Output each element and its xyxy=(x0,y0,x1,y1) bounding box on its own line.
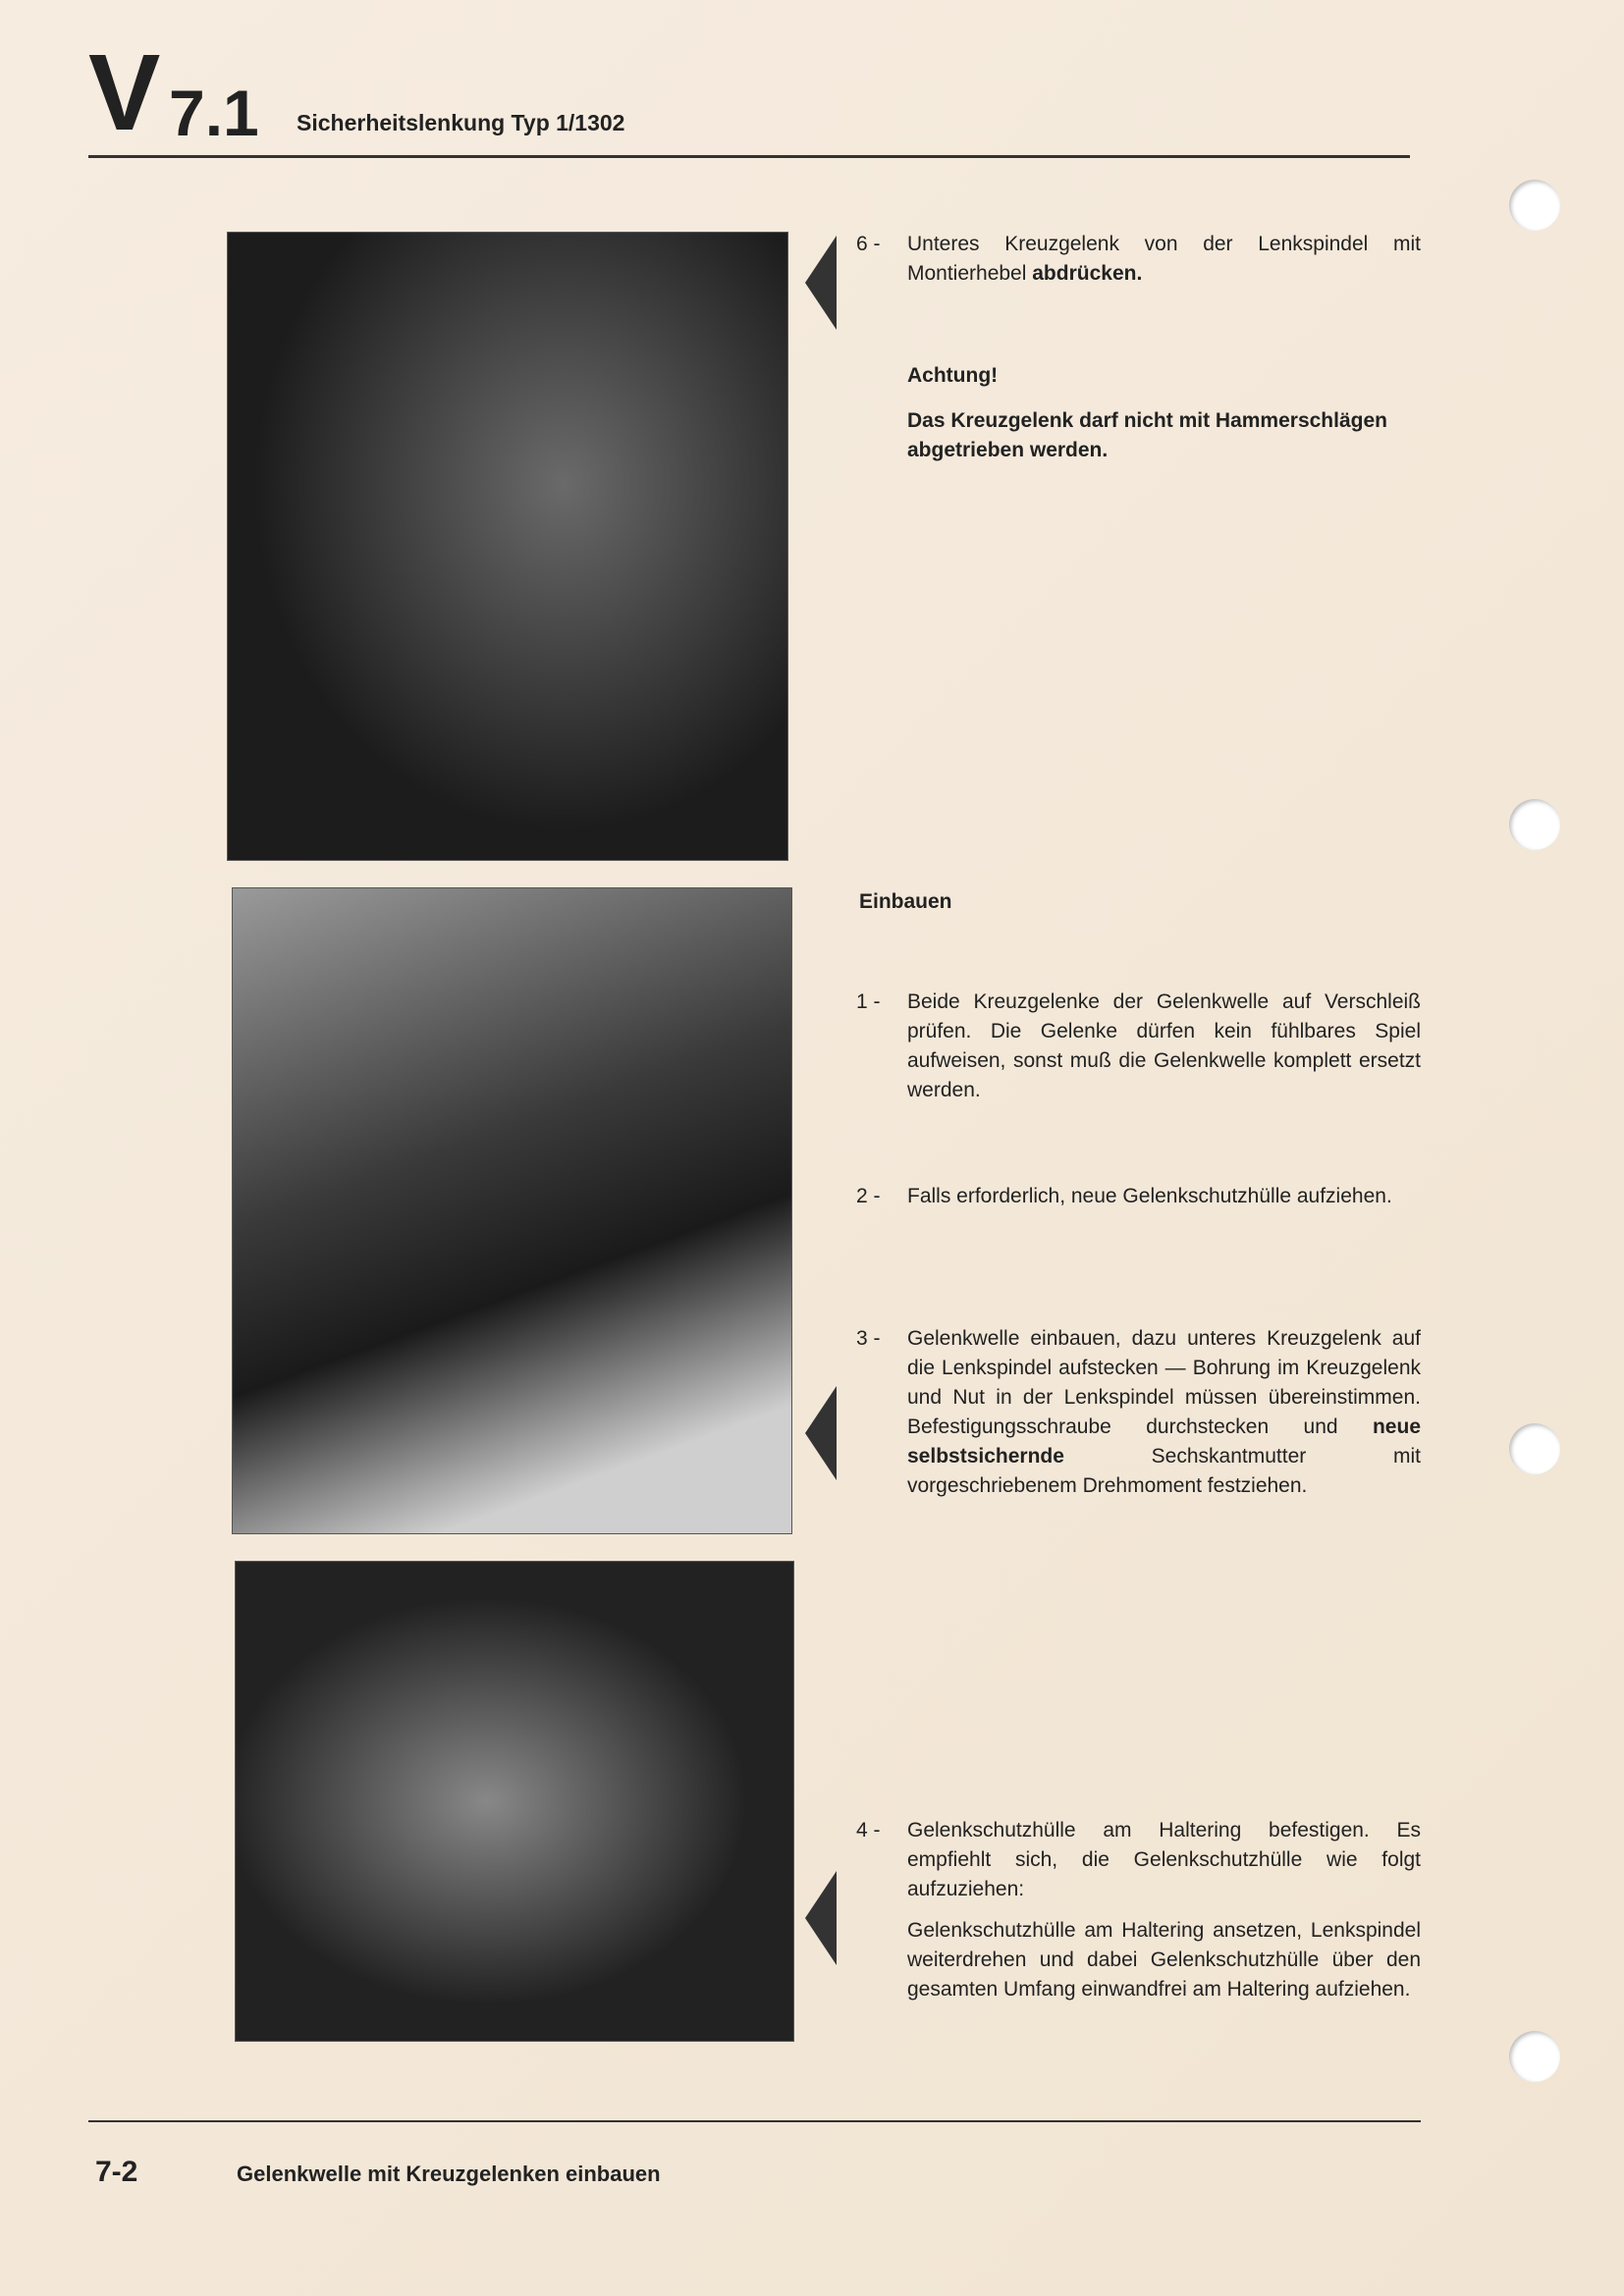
step-number: 1 - xyxy=(856,990,881,1013)
step-6 xyxy=(856,230,1421,289)
step-number: 3 - xyxy=(856,1327,881,1350)
section-heading: Einbauen xyxy=(859,890,952,913)
arrow-marker-icon xyxy=(805,236,837,330)
punch-hole xyxy=(1509,1423,1560,1474)
step-text: Beide Kreuzgelenke der Gelenkwelle auf Verschleiß prüfen. Die Gelenke dürfen kein fühlbares Spiel aufweisen, sonst muß die Gelenkwelle komplett ersetzt werden. xyxy=(907,990,1421,1101)
step-text: Sechskantmutter mit vorgeschriebenem Drehmoment festziehen. xyxy=(907,1445,1421,1497)
step-1 xyxy=(856,988,1421,1105)
page-title: Sicherheitslenkung Typ 1/1302 xyxy=(297,110,625,135)
step-number: 4 - xyxy=(856,1819,881,1842)
warning-text: Das Kreuzgelenk darf nicht mit Hammerschlägen abgetrieben werden. xyxy=(907,409,1387,461)
punch-hole xyxy=(1509,180,1560,231)
photo-install-joint xyxy=(232,887,792,1534)
step-text: Unteres Kreuzgelenk von der Lenkspindel mit Montierhebel xyxy=(907,233,1421,285)
step-4 xyxy=(856,1816,1421,2004)
arrow-marker-icon xyxy=(805,1386,837,1480)
step-text: Gelenkwelle einbauen, dazu unteres Kreuzgelenk auf die Lenkspindel aufstecken — Bohrung im Kreuzgelenk und Nut in der Lenkspindel müssen übereinstimmen. Befestigungsschraube durchstecken und xyxy=(907,1327,1421,1438)
photo-remove-joint xyxy=(227,232,788,861)
footer-title: Gelenkwelle mit Kreuzgelenken einbauen xyxy=(237,2162,661,2186)
step-number: 2 - xyxy=(856,1185,881,1207)
page-number: 7-2 xyxy=(95,2156,138,2188)
step-3 xyxy=(856,1324,1421,1501)
chapter-letter: V xyxy=(88,32,159,153)
step-text: Gelenkschutzhülle am Haltering befestigen. Es empfiehlt sich, die Gelenkschutzhülle wie folgt aufzuziehen: xyxy=(907,1819,1421,1900)
step-2 xyxy=(856,1182,1421,1211)
punch-hole xyxy=(1509,2031,1560,2082)
step-text: Falls erforderlich, neue Gelenkschutzhülle aufziehen. xyxy=(907,1185,1392,1207)
punch-hole xyxy=(1509,799,1560,850)
section-number: 7.1 xyxy=(169,77,259,149)
step-text-bold: neue selbstsichernde xyxy=(907,1415,1421,1468)
warning-title: Achtung! xyxy=(907,364,999,387)
footer-divider xyxy=(88,2120,1421,2122)
step-number: 6 - xyxy=(856,233,881,255)
header-divider xyxy=(88,155,1410,158)
step-subtext: Gelenkschutzhülle am Haltering ansetzen, Lenkspindel weiterdrehen und dabei Gelenkschutzhülle über den gesamten Umfang einwandfrei am Haltering aufziehen. xyxy=(907,1919,1421,2001)
photo-boot-fitting xyxy=(235,1561,794,2042)
arrow-marker-icon xyxy=(805,1871,837,1965)
step-text-bold: abdrücken. xyxy=(1032,262,1143,285)
